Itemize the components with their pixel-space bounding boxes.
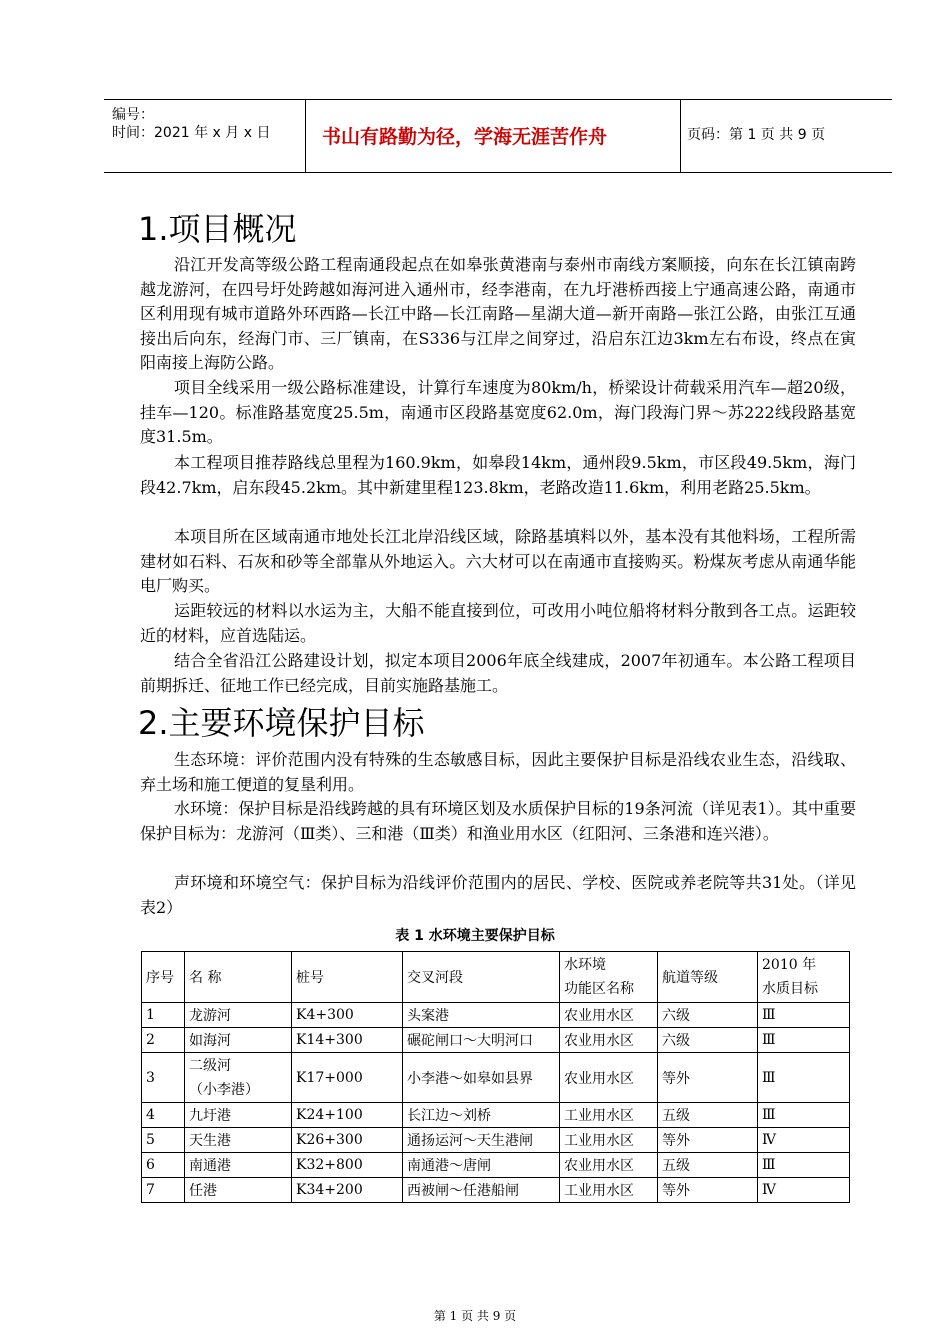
table-cell: 工业用水区 [560, 1128, 658, 1153]
table-cell: 4 [142, 1103, 185, 1128]
table-cell: 农业用水区 [560, 1153, 658, 1178]
table-cell: 等外 [658, 1128, 758, 1153]
table-row [142, 1153, 850, 1178]
header-cell: 桩号 [292, 952, 403, 1003]
header-meta-cell [104, 100, 306, 172]
motto: 书山有路勤为径，学海无涯苦作舟 [322, 126, 608, 148]
table-cell: 任港 [185, 1178, 292, 1203]
table-cell: 九圩港 [185, 1103, 292, 1128]
table-cell: 等外 [658, 1178, 758, 1203]
table-cell: Ⅳ [758, 1178, 850, 1203]
table-cell: 通扬运河～天生港闸 [403, 1128, 560, 1153]
table-row [142, 1003, 850, 1028]
header-cell: 序号 [142, 952, 185, 1003]
table-cell: 长江边～刘桥 [403, 1103, 560, 1128]
paragraph: 水环境：保护目标是沿线跨越的具有环境区划及水质保护目标的19条河流（详见表1）。其中重要保护目标为：龙游河（Ⅲ类）、三和港（Ⅲ类）和渔业用水区（红阳河、三条港和连兴港）。 [140, 799, 856, 843]
table-cell: 西被闸～任港船闸 [403, 1178, 560, 1203]
table-cell: 六级 [658, 1028, 758, 1053]
table-cell: 五级 [658, 1103, 758, 1128]
table-cell: 碾砣闸口～大明河口 [403, 1028, 560, 1053]
date-label: 时间：2021 年 x 月 x 日 [112, 125, 271, 141]
table-cell: Ⅲ [758, 1153, 850, 1178]
section-title-overview: 1.项目概况 [138, 210, 297, 248]
paragraph: 沿江开发高等级公路工程南通段起点在如皋张黄港南与泰州市南线方案顺接，向东在长江镇南跨越龙游河，在四号圩处跨越如海河进入通州市，经李港南，在九圩港桥西接上宁通高速公路，南通市区利用现有城市道路外环西路—长江中路—长江南路—星湖大道—新开南路—张江公路，由张江互通接出后向东，经海门市、三厂镇南，在S336与江岸之间穿过，沿启东江边3km左右布设，终点在寅阳南接上海防公路。 [140, 255, 856, 372]
table-cell: Ⅲ [758, 1103, 850, 1128]
header-cell: 交叉河段 [403, 952, 560, 1003]
table-cell: K32+800 [292, 1153, 403, 1178]
table-cell: Ⅳ [758, 1128, 850, 1153]
table-cell: K26+300 [292, 1128, 403, 1153]
table-cell: 五级 [658, 1153, 758, 1178]
table-cell: 龙游河 [185, 1003, 292, 1028]
table-cell: 3 [142, 1053, 185, 1103]
table-row [142, 1103, 850, 1128]
table-cell: 农业用水区 [560, 1028, 658, 1053]
paragraph: 本项目所在区域南通市地处长江北岸沿线区域，除路基填料以外，基本没有其他料场，工程所需建材如石料、石灰和砂等全部靠从外地运入。六大材可以在南通市直接购买。粉煤灰考虑从南通华能电厂购买。 [140, 527, 856, 595]
page-footer: 第 1 页 共 9 页 [433, 1309, 517, 1323]
table-cell: 南通港～唐闸 [403, 1153, 560, 1178]
table-cell: 1 [142, 1003, 185, 1028]
table-cell: K17+000 [292, 1053, 403, 1103]
table-cell: K14+300 [292, 1028, 403, 1053]
table-cell: 工业用水区 [560, 1178, 658, 1203]
table-caption: 表 1 水环境主要保护目标 [395, 928, 555, 944]
header-cell: 2010 年 水质目标 [758, 952, 850, 1003]
table-cell: 工业用水区 [560, 1103, 658, 1128]
water-protection-table [141, 951, 850, 1203]
table-cell: 如海河 [185, 1028, 292, 1053]
header-cell: 航道等级 [658, 952, 758, 1003]
header-motto-cell [306, 100, 681, 172]
number-label: 编号： [112, 107, 154, 123]
header-cell: 名 称 [185, 952, 292, 1003]
table-cell: 等外 [658, 1053, 758, 1103]
table-cell: 天生港 [185, 1128, 292, 1153]
table-cell: 农业用水区 [560, 1053, 658, 1103]
paragraph: 本工程项目推荐路线总里程为160.9km，如皋段14km，通州段9.5km，市区段49.5km，海门段42.7km，启东段45.2km。其中新建里程123.8km，老路改造11.6km，利用老路25.5km。 [140, 453, 856, 497]
table-cell: 7 [142, 1178, 185, 1203]
paragraph: 运距较远的材料以水运为主，大船不能直接到位，可改用小吨位船将材料分散到各工点。运距较近的材料，应首选陆运。 [140, 601, 856, 645]
table-row [142, 1128, 850, 1153]
table-header-row [142, 952, 850, 1003]
table-cell: 头案港 [403, 1003, 560, 1028]
paragraph: 项目全线采用一级公路标准建设，计算行车速度为80km/h，桥梁设计荷载采用汽车—超20级，挂车—120。标准路基宽度25.5m，南通市区段路基宽度62.0m，海门段海门界～苏222线段路基宽度31.5m。 [140, 378, 856, 446]
table-row [142, 1028, 850, 1053]
table-cell: 农业用水区 [560, 1003, 658, 1028]
table-cell: 六级 [658, 1003, 758, 1028]
document-header [104, 99, 892, 173]
table-cell: 2 [142, 1028, 185, 1053]
paragraph: 结合全省沿江公路建设计划，拟定本项目2006年底全线建成，2007年初通车。本公路工程项目前期拆迁、征地工作已经完成，目前实施路基施工。 [140, 651, 856, 695]
table-cell: K4+300 [292, 1003, 403, 1028]
table-cell: Ⅲ [758, 1053, 850, 1103]
table-cell: Ⅲ [758, 1003, 850, 1028]
table-cell: 5 [142, 1128, 185, 1153]
table-cell: 二级河 （小李港） [185, 1053, 292, 1103]
table-cell: Ⅲ [758, 1028, 850, 1053]
paragraph: 生态环境：评价范围内没有特殊的生态敏感目标，因此主要保护目标是沿线农业生态，沿线取、弃土场和施工便道的复垦利用。 [140, 750, 856, 794]
table-cell: 小李港～如皋如县界 [403, 1053, 560, 1103]
table-row [142, 1053, 850, 1103]
table-row [142, 1178, 850, 1203]
section-title-protection-targets: 2.主要环境保护目标 [138, 704, 425, 742]
header-cell: 水环境 功能区名称 [560, 952, 658, 1003]
paragraph: 声环境和环境空气：保护目标为沿线评价范围内的居民、学校、医院或养老院等共31处。（详见表2） [140, 873, 856, 917]
page-label: 页码：第 1 页 共 9 页 [687, 127, 826, 143]
table-cell: K24+100 [292, 1103, 403, 1128]
table-cell: 6 [142, 1153, 185, 1178]
table-cell: 南通港 [185, 1153, 292, 1178]
table-cell: K34+200 [292, 1178, 403, 1203]
